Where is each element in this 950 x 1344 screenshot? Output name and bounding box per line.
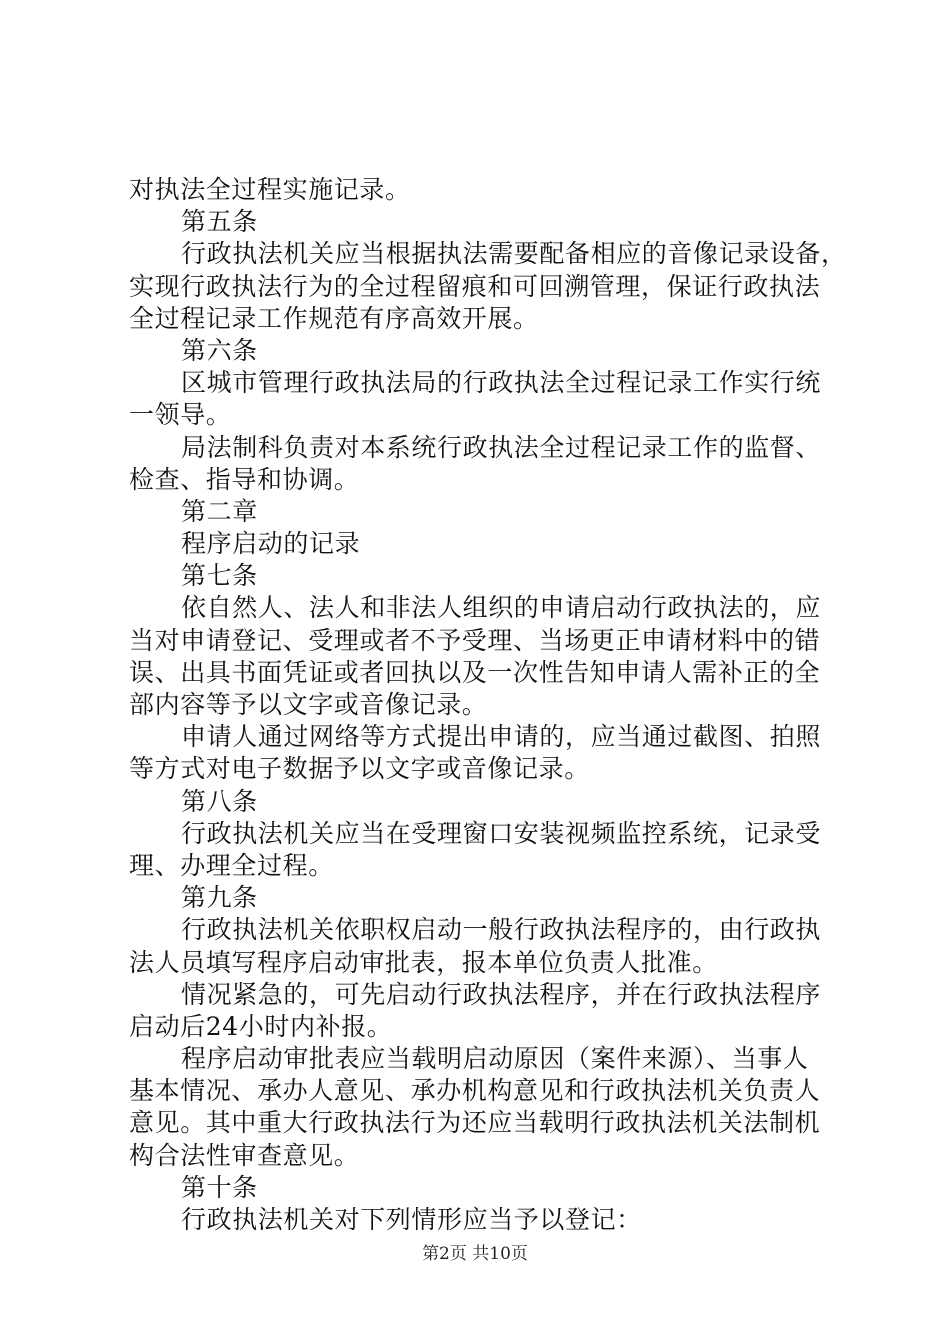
text-line: 申请人通过网络等方式提出申请的，应当通过截图、拍照 — [181, 722, 822, 752]
text-line: 一领导。 — [129, 400, 232, 430]
text-line: 行政执法机关应当根据执法需要配备相应的音像记录设备， — [181, 239, 847, 269]
text-line: 误、出具书面凭证或者回执以及一次性告知申请人需补正的全 — [129, 657, 821, 687]
text-line: 第六条 — [181, 335, 258, 365]
text-line: 构合法性审查意见。 — [129, 1140, 360, 1170]
text-line: 第九条 — [181, 883, 258, 913]
text-line: 全过程记录工作规范有序高效开展。 — [129, 303, 539, 333]
text-line: 基本情况、承办人意见、承办机构意见和行政执法机关负责人 — [129, 1076, 821, 1106]
text-line: 法人员填写程序启动审批表，报本单位负责人批准。 — [129, 947, 718, 977]
text-line: 区城市管理行政执法局的行政执法全过程记录工作实行统 — [181, 368, 822, 398]
document-body — [129, 174, 847, 1236]
text-line: 当对申请登记、受理或者不予受理、当场更正申请材料中的错 — [129, 625, 821, 655]
text-line: 检查、指导和协调。 — [129, 464, 360, 494]
text-line: 部内容等予以文字或音像记录。 — [129, 690, 488, 719]
text-line: 依自然人、法人和非法人组织的申请启动行政执法的，应 — [181, 593, 822, 623]
text-line: 行政执法机关对下列情形应当予以登记： — [181, 1205, 642, 1234]
text-line: 启动后24小时内补报。 — [129, 1011, 393, 1041]
text-line: 第五条 — [181, 207, 258, 237]
text-line: 情况紧急的，可先启动行政执法程序，并在行政执法程序 — [181, 979, 822, 1009]
text-line: 局法制科负责对本系统行政执法全过程记录工作的监督、 — [181, 432, 822, 462]
text-line: 程序启动的记录 — [181, 529, 361, 559]
text-line: 第八条 — [181, 786, 258, 816]
text-line: 实现行政执法行为的全过程留痕和可回溯管理，保证行政执法 — [129, 271, 821, 301]
text-line: 理、办理全过程。 — [129, 850, 334, 880]
text-line: 程序启动审批表应当载明启动原因（案件来源）、当事人 — [181, 1044, 809, 1074]
text-line: 第七条 — [181, 561, 258, 591]
text-line: 等方式对电子数据予以文字或音像记录。 — [129, 754, 590, 784]
text-line: 意见。其中重大行政执法行为还应当载明行政执法机关法制机 — [129, 1108, 821, 1138]
text-line: 第十条 — [181, 1172, 258, 1202]
text-line: 行政执法机关应当在受理窗口安装视频监控系统，记录受 — [181, 818, 822, 848]
text-line: 行政执法机关依职权启动一般行政执法程序的，由行政执 — [181, 915, 822, 945]
text-line: 对执法全过程实施记录。 — [129, 175, 411, 204]
page-footer: 第2页 共10页 — [422, 1244, 528, 1264]
text-line: 第二章 — [181, 496, 258, 526]
